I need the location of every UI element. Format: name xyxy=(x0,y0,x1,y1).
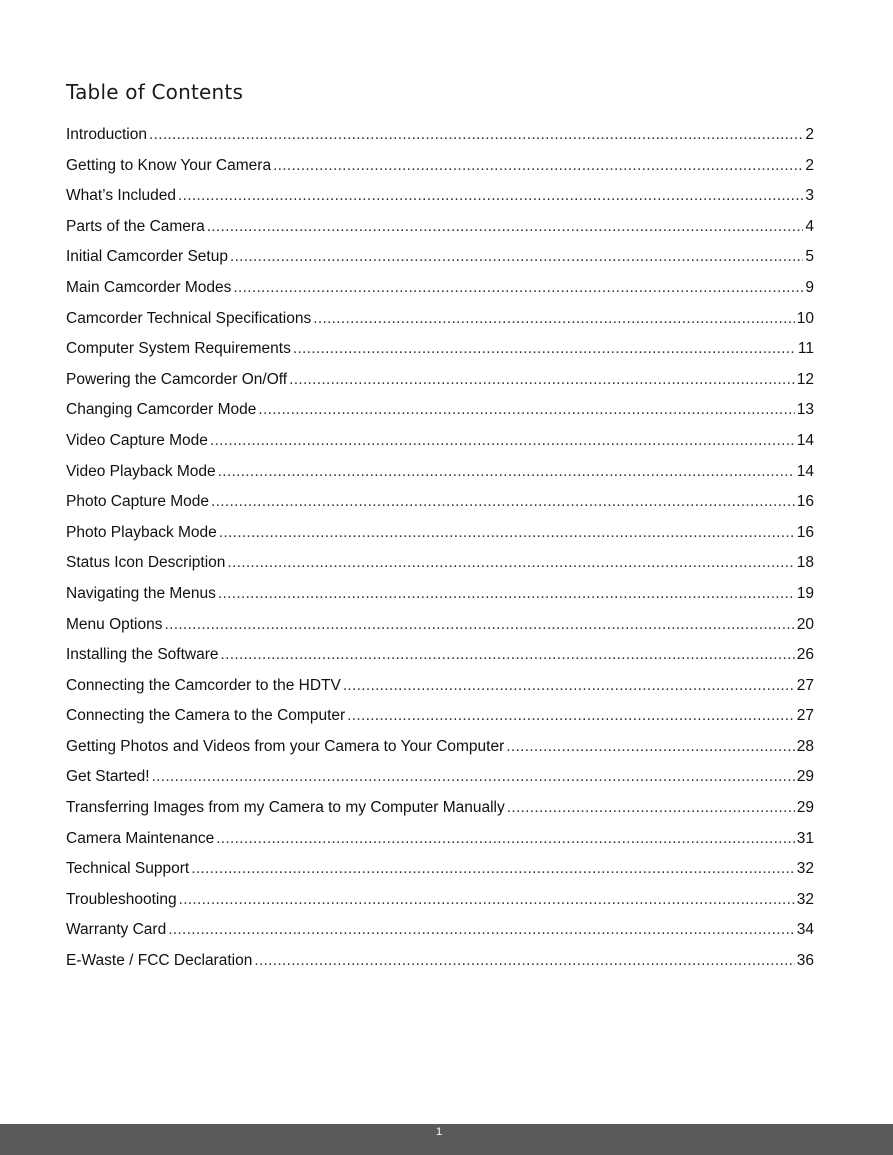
dot-leader xyxy=(191,854,795,885)
toc-entry-page: 29 xyxy=(796,768,814,786)
toc-entry-page: 34 xyxy=(796,921,814,939)
toc-entry-label: Installing the Software xyxy=(66,646,219,664)
toc-entry-label: Status Icon Description xyxy=(66,554,226,572)
toc-entry[interactable] xyxy=(66,824,814,855)
toc-entry-label: Video Playback Mode xyxy=(66,462,216,480)
toc-entry-label: Camera Maintenance xyxy=(66,829,215,847)
dot-leader xyxy=(507,793,795,824)
toc-entry-label: Connecting the Camcorder to the HDTV xyxy=(66,676,341,694)
toc-entry[interactable] xyxy=(66,518,814,549)
toc-entry-page: 29 xyxy=(796,799,814,817)
toc-entry-page: 12 xyxy=(796,370,814,388)
toc-entry-page: 19 xyxy=(796,584,814,602)
page-title: Table of Contents xyxy=(66,80,244,104)
toc-entry-page: 27 xyxy=(796,707,814,725)
toc-entry[interactable] xyxy=(66,793,814,824)
toc-entry[interactable] xyxy=(66,212,814,243)
toc-entry[interactable] xyxy=(66,365,814,396)
dot-leader xyxy=(293,334,796,365)
dot-leader xyxy=(273,151,803,182)
toc-entry-label: What’s Included xyxy=(66,187,176,205)
toc-entry-page: 11 xyxy=(797,340,814,358)
toc-entry-label: Troubleshooting xyxy=(66,890,177,908)
dot-leader xyxy=(221,640,795,671)
toc-entry-page: 28 xyxy=(796,737,814,755)
dot-leader xyxy=(152,762,795,793)
toc-entry[interactable] xyxy=(66,946,814,977)
dot-leader xyxy=(313,304,795,335)
toc-entry[interactable] xyxy=(66,732,814,763)
toc-entry-label: Getting to Know Your Camera xyxy=(66,156,272,174)
dot-leader xyxy=(149,120,803,151)
toc-entry-page: 32 xyxy=(796,890,814,908)
toc-entry-label: Computer System Requirements xyxy=(66,340,291,358)
dot-leader xyxy=(216,824,795,855)
dot-leader xyxy=(347,701,795,732)
toc-entry-label: Initial Camcorder Setup xyxy=(66,248,228,266)
toc-entry-page: 5 xyxy=(805,248,814,266)
toc-entry[interactable] xyxy=(66,610,814,641)
dot-leader xyxy=(258,395,794,426)
toc-entry[interactable] xyxy=(66,334,814,365)
toc-entry-page: 31 xyxy=(796,829,814,847)
toc-entry-label: Parts of the Camera xyxy=(66,217,205,235)
dot-leader xyxy=(207,212,804,243)
toc-entry-label: Connecting the Camera to the Computer xyxy=(66,707,346,725)
toc-entry-page: 32 xyxy=(796,860,814,878)
toc-entry-page: 36 xyxy=(796,952,814,970)
toc-entry[interactable] xyxy=(66,854,814,885)
dot-leader xyxy=(254,946,794,977)
dot-leader xyxy=(178,181,803,212)
toc-entry[interactable] xyxy=(66,915,814,946)
toc-entry-label: Getting Photos and Videos from your Camera to Your Computer xyxy=(66,737,505,755)
toc-entry-label: Photo Capture Mode xyxy=(66,493,210,511)
toc-entry-label: Camcorder Technical Specifications xyxy=(66,309,312,327)
toc-entry[interactable] xyxy=(66,487,814,518)
toc-entry-page: 3 xyxy=(805,187,814,205)
toc-entry-page: 18 xyxy=(796,554,814,572)
toc-entry[interactable] xyxy=(66,671,814,702)
dot-leader xyxy=(165,610,795,641)
toc-entry-label: Transferring Images from my Camera to my Computer Manually xyxy=(66,799,505,817)
toc-entry-page: 20 xyxy=(796,615,814,633)
toc-entry-label: Photo Playback Mode xyxy=(66,523,217,541)
toc-entry-page: 16 xyxy=(796,493,814,511)
toc-entry[interactable] xyxy=(66,457,814,488)
toc-entry-page: 13 xyxy=(796,401,814,419)
dot-leader xyxy=(210,426,795,457)
toc-entry[interactable] xyxy=(66,579,814,610)
toc-entry[interactable] xyxy=(66,273,814,304)
dot-leader xyxy=(230,242,803,273)
dot-leader xyxy=(233,273,803,304)
dot-leader xyxy=(227,548,794,579)
toc-entry-page: 2 xyxy=(805,126,814,143)
toc-entry-label: Powering the Camcorder On/Off xyxy=(66,370,288,388)
dot-leader xyxy=(219,518,795,549)
toc-entry[interactable] xyxy=(66,120,814,151)
dot-leader xyxy=(218,579,795,610)
dot-leader xyxy=(168,915,795,946)
toc-entry-label: Get Started! xyxy=(66,768,150,786)
toc-entry-page: 2 xyxy=(805,156,814,174)
toc-entry-page: 14 xyxy=(796,431,814,449)
dot-leader xyxy=(289,365,795,396)
toc-entry[interactable] xyxy=(66,304,814,335)
page-number: 1 xyxy=(435,1126,443,1138)
toc-entry[interactable] xyxy=(66,762,814,793)
toc-entry-page: 10 xyxy=(796,309,814,327)
toc-entry-label: Navigating the Menus xyxy=(66,584,216,602)
toc-entry-label: Technical Support xyxy=(66,860,190,878)
toc-entry-label: Introduction xyxy=(66,126,147,143)
footer-bar xyxy=(0,1124,893,1155)
toc-entry[interactable] xyxy=(66,640,814,671)
toc-entry[interactable] xyxy=(66,548,814,579)
dot-leader xyxy=(179,885,795,916)
dot-leader xyxy=(218,457,795,488)
toc-entry[interactable] xyxy=(66,395,814,426)
toc-entry-page: 9 xyxy=(805,278,814,296)
toc-entry[interactable] xyxy=(66,242,814,273)
toc-entry-page: 4 xyxy=(805,217,814,235)
toc-entry[interactable] xyxy=(66,701,814,732)
toc-entry-page: 16 xyxy=(796,523,814,541)
toc-entry-page: 27 xyxy=(796,676,814,694)
dot-leader xyxy=(343,671,795,702)
toc-entry-label: Main Camcorder Modes xyxy=(66,278,232,296)
dot-leader xyxy=(506,732,794,763)
dot-leader xyxy=(211,487,795,518)
table-of-contents xyxy=(66,120,814,977)
toc-entry[interactable] xyxy=(66,151,814,182)
toc-entry[interactable] xyxy=(66,181,814,212)
toc-entry-label: Menu Options xyxy=(66,615,163,633)
toc-entry-label: E-Waste / FCC Declaration xyxy=(66,952,253,970)
toc-entry-label: Video Capture Mode xyxy=(66,431,208,449)
toc-entry-label: Warranty Card xyxy=(66,921,167,939)
toc-entry[interactable] xyxy=(66,426,814,457)
toc-entry-page: 14 xyxy=(796,462,814,480)
toc-entry-page: 26 xyxy=(796,646,814,664)
toc-entry[interactable] xyxy=(66,885,814,916)
toc-entry-label: Changing Camcorder Mode xyxy=(66,401,257,419)
